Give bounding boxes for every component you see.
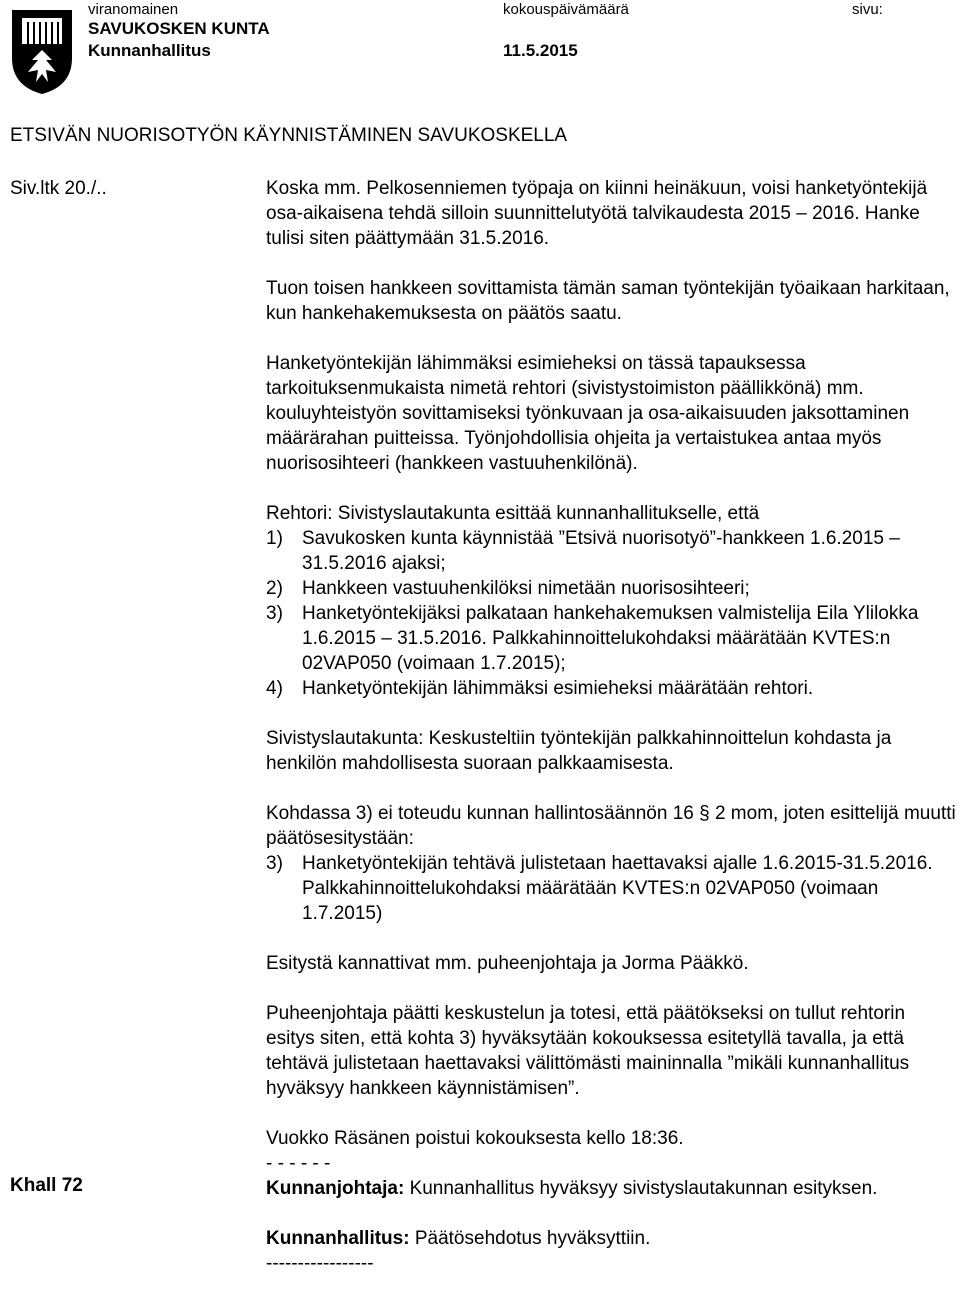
khall-proposal-text: Kunnanhallitus hyväksyy sivistyslautakunnan esityksen. xyxy=(409,1178,878,1199)
paragraph-7: Esitystä kannattivat mm. puheenjohtaja ja Jorma Pääkkö. xyxy=(266,953,749,974)
paragraph-1: Koska mm. Pelkosenniemen työpaja on kiinni heinäkuun, voisi hanketyöntekijä osa-aikaisena tehdä silloin suunnittelutyötä talvikaudesta 2015 – 2016. Hanke tulisi siten päättymään 31.5.2016. xyxy=(266,178,928,249)
header-body-name: Kunnanhallitus xyxy=(88,41,211,60)
header-date-label: kokouspäivämäärä xyxy=(503,1,629,18)
list-item-text: Savukosken kunta käynnistää ”Etsivä nuorisotyö”-hankkeen 1.6.2015 – 31.5.2016 ajaksi; xyxy=(302,528,900,574)
proposal-intro: Rehtori: Sivistyslautakunta esittää kunnanhallitukselle, että xyxy=(266,503,760,524)
paragraph-5: Sivistyslautakunta: Keskusteltiin työntekijän palkkahinnoittelun kohdasta ja henkilön mahdollisesta suoraan palkkaamisesta. xyxy=(266,728,892,774)
paragraph-6-intro: Kohdassa 3) ei toteudu kunnan hallintosäännön 16 § 2 mom, joten esittelijä muutti päätösesitystään: xyxy=(266,803,956,849)
khall-decision xyxy=(266,1226,958,1251)
document-title: ETSIVÄN NUORISOTYÖN KÄYNNISTÄMINEN SAVUKOSKELLA xyxy=(10,125,568,146)
paragraph-2: Tuon toisen hankkeen sovittamista tämän saman työntekijän työaikaan harkitaan, kun hankehakemuksesta on päätös saatu. xyxy=(266,278,950,324)
header-page-label: sivu: xyxy=(852,1,883,18)
list-item xyxy=(266,526,958,576)
list-item-number: 2) xyxy=(266,578,283,599)
khall-decision-text: Päätösehdotus hyväksyttiin. xyxy=(414,1228,651,1249)
paragraph-8: Puheenjohtaja päätti keskustelun ja totesi, että päätökseksi on tullut rehtorin esitys siten, että kohta 3) hyväksytään kokouksessa esitetyllä tavalla, ja että tehtävä julistetaan haettavaksi välittömästi maininnalla ”mikäli kunnanhallitus hyväksyy hankkeen käynnistämisen”. xyxy=(266,1003,910,1099)
separator-1: - - - - - - xyxy=(266,1153,331,1174)
list-item-text: Hankkeen vastuuhenkilöksi nimetään nuorisosihteeri; xyxy=(302,578,750,599)
committee-reference: Siv.ltk 20./.. xyxy=(10,178,107,199)
khall-decision-label: Kunnanhallitus: xyxy=(266,1228,410,1249)
list-item xyxy=(266,576,958,601)
header-organization: SAVUKOSKEN KUNTA xyxy=(88,19,270,38)
list-item-number: 1) xyxy=(266,528,283,549)
document-body xyxy=(266,176,958,1276)
list-item xyxy=(266,851,958,926)
header-date: 11.5.2015 xyxy=(503,41,578,60)
khall-section-number: Khall 72 xyxy=(10,1175,83,1196)
khall-proposal xyxy=(266,1176,958,1201)
list-item-text: Hanketyöntekijän tehtävä julistetaan haettavaksi ajalle 1.6.2015-31.5.2016. Palkkahinnoittelukohdaksi määrätään KVTES:n 02VAP050 (voimaan 1.7.2015) xyxy=(302,853,933,924)
khall-proposal-label: Kunnanjohtaja: xyxy=(266,1178,405,1199)
paragraph-3: Hanketyöntekijän lähimmäksi esimieheksi on tässä tapauksessa tarkoituksenmukaista nimetä rehtori (sivistystoimiston päällikkönä) mm. kouluyhteistyön sovittamiseksi työnkuvaan ja osa-aikaisuuden jaksottaminen määrärahan puitteissa. Työnjohdollisia ohjeita ja vertaistukea antaa myös nuorisosihteeri (hankkeen vastuuhenkilönä). xyxy=(266,353,910,474)
list-item-number: 3) xyxy=(266,853,283,874)
separator-2: ----------------- xyxy=(266,1253,374,1274)
list-item-number: 4) xyxy=(266,678,283,699)
header-role-label: viranomainen xyxy=(88,1,179,18)
list-item xyxy=(266,676,958,701)
list-item xyxy=(266,601,958,676)
municipality-coat-of-arms-icon xyxy=(10,8,74,96)
paragraph-9: Vuokko Räsänen poistui kokouksesta kello 18:36. xyxy=(266,1128,684,1149)
list-item-number: 3) xyxy=(266,603,283,624)
list-item-text: Hanketyöntekijäksi palkataan hankehakemuksen valmistelija Eila Ylilokka 1.6.2015 – 31.5.2016. Palkkahinnoittelukohdaksi määrätään KVTES:n 02VAP050 (voimaan 1.7.2015); xyxy=(302,603,919,674)
list-item-text: Hanketyöntekijän lähimmäksi esimieheksi määrätään rehtori. xyxy=(302,678,814,699)
